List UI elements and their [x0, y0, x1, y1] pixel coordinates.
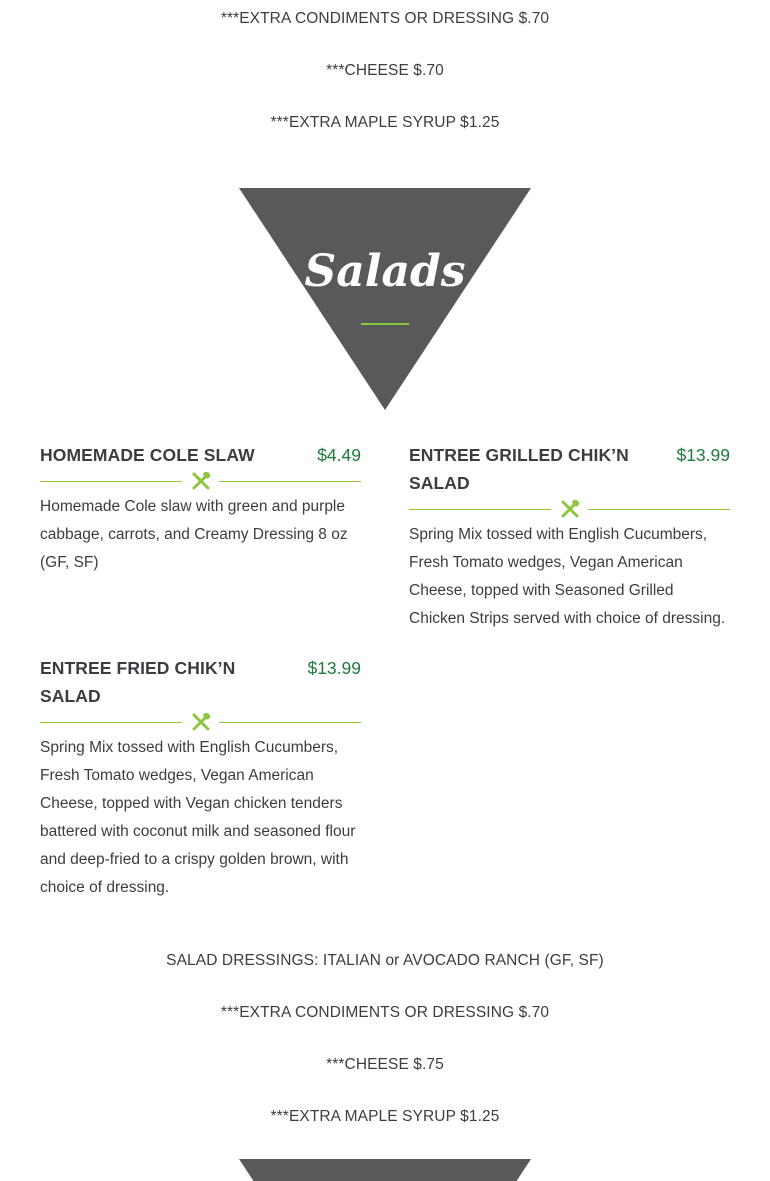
section-triangle	[239, 1159, 531, 1181]
item-divider	[40, 471, 361, 491]
item-price: $13.99	[676, 445, 730, 465]
cheese-note: ***CHEESE $.75	[326, 1056, 444, 1073]
item-price: $4.49	[317, 445, 361, 465]
item-price: $13.99	[307, 658, 361, 678]
maple-syrup-note: ***EXTRA MAPLE SYRUP $1.25	[270, 114, 500, 131]
item-name: HOMEMADE COLE SLAW	[40, 445, 255, 465]
item-header	[40, 654, 361, 710]
menu-item-grilled-chikn-salad	[409, 441, 730, 633]
item-description: Homemade Cole slaw with green and purple cabbage, carrots, and Creamy Dressing 8 oz (GF, SF)	[40, 498, 348, 571]
maple-syrup-note: ***EXTRA MAPLE SYRUP $1.25	[270, 1108, 500, 1125]
fork-knife-icon	[560, 500, 580, 518]
menu-item-fried-chikn-salad	[40, 654, 361, 902]
cheese-note: ***CHEESE $.70	[326, 62, 444, 79]
section-title: Salads	[304, 246, 466, 297]
extra-condiments-note: ***EXTRA CONDIMENTS OR DRESSING $.70	[220, 1004, 550, 1021]
item-divider	[409, 499, 730, 519]
menu-item-cole-slaw	[40, 441, 361, 577]
section-triangle	[239, 188, 531, 410]
item-name: ENTREE FRIED CHIK’N SALAD	[40, 658, 236, 706]
item-header	[409, 441, 730, 497]
fork-knife-icon	[191, 472, 211, 490]
extra-condiments-note: ***EXTRA CONDIMENTS OR DRESSING $.70	[220, 10, 550, 27]
item-name: ENTREE GRILLED CHIK’N SALAD	[409, 445, 629, 493]
item-description: Spring Mix tossed with English Cucumbers, Fresh Tomato wedges, Vegan American Cheese, topped with Vegan chicken tenders battered with coconut milk and seasoned flour and deep-fried to a crispy golden brown, with choice of dressing.	[40, 739, 356, 896]
section-header	[239, 188, 531, 410]
title-underline	[361, 323, 409, 325]
salad-dressings-note: SALAD DRESSINGS: ITALIAN or AVOCADO RANCH (GF, SF)	[166, 952, 604, 969]
next-section-header	[239, 1159, 531, 1181]
item-description: Spring Mix tossed with English Cucumbers, Fresh Tomato wedges, Vegan American Cheese, topped with Seasoned Grilled Chicken Strips served with choice of dressing.	[409, 526, 726, 627]
item-header	[40, 441, 361, 469]
item-divider	[40, 712, 361, 732]
fork-knife-icon	[191, 713, 211, 731]
